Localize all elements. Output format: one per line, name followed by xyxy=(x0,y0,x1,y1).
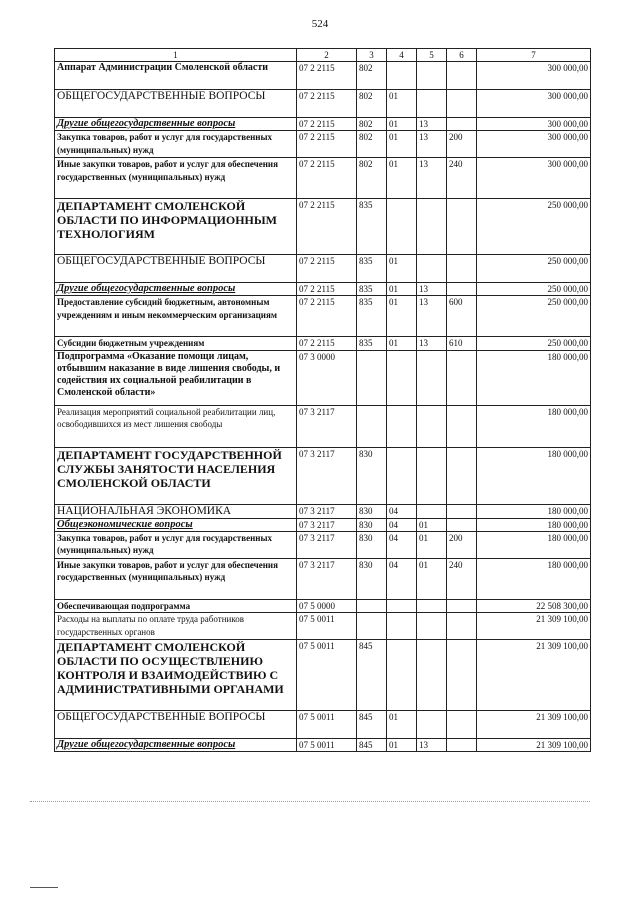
subsection-cell: 01 xyxy=(417,518,447,531)
section-cell xyxy=(387,613,417,640)
amount-cell: 250 000,00 xyxy=(477,283,591,296)
row-name-cell: ОБЩЕГОСУДАРСТВЕННЫЕ ВОПРОСЫ xyxy=(55,711,297,739)
amount-cell: 180 000,00 xyxy=(477,518,591,531)
column-number-row xyxy=(55,49,591,62)
subsection-cell: 13 xyxy=(417,283,447,296)
target-article-cell: 07 3 2117 xyxy=(297,405,357,447)
target-article-cell: 07 5 0000 xyxy=(297,599,357,613)
expense-type-cell xyxy=(447,640,477,711)
expense-type-cell xyxy=(447,504,477,518)
table-row xyxy=(55,518,591,531)
row-name-cell: НАЦИОНАЛЬНАЯ ЭКОНОМИКА xyxy=(55,504,297,518)
subsection-cell: 13 xyxy=(417,158,447,199)
ministry-code-cell: 830 xyxy=(357,504,387,518)
section-cell: 04 xyxy=(387,531,417,558)
amount-cell: 22 508 300,00 xyxy=(477,599,591,613)
table-row xyxy=(55,296,591,337)
target-article-cell: 07 2 2115 xyxy=(297,158,357,199)
ministry-code-cell: 802 xyxy=(357,131,387,158)
section-cell xyxy=(387,350,417,405)
section-cell xyxy=(387,199,417,255)
expense-type-cell: 200 xyxy=(447,531,477,558)
row-name-cell: ДЕПАРТАМЕНТ СМОЛЕНСКОЙ ОБЛАСТИ ПО ИНФОРМАЦИОННЫМ ТЕХНОЛОГИЯМ xyxy=(55,199,297,255)
row-name-cell: Предоставление субсидий бюджетным, автономным учреждениям и иным некоммерческим организациям xyxy=(55,296,297,337)
expense-type-cell xyxy=(447,90,477,118)
subsection-cell xyxy=(417,640,447,711)
ministry-code-cell xyxy=(357,405,387,447)
budget-table xyxy=(54,48,591,752)
expense-type-cell: 610 xyxy=(447,337,477,351)
section-cell: 01 xyxy=(387,739,417,752)
ministry-code-cell: 802 xyxy=(357,90,387,118)
subsection-cell xyxy=(417,599,447,613)
ministry-code-cell: 802 xyxy=(357,158,387,199)
amount-cell: 180 000,00 xyxy=(477,531,591,558)
amount-cell: 300 000,00 xyxy=(477,131,591,158)
section-cell xyxy=(387,640,417,711)
row-name-cell: Реализация мероприятий социальной реабилитации лиц, освободившихся из мест лишения свободы xyxy=(55,405,297,447)
amount-cell: 180 000,00 xyxy=(477,558,591,599)
ministry-code-cell xyxy=(357,350,387,405)
target-article-cell: 07 5 0011 xyxy=(297,613,357,640)
amount-cell: 300 000,00 xyxy=(477,62,591,90)
subsection-cell xyxy=(417,199,447,255)
subsection-cell: 01 xyxy=(417,558,447,599)
row-name-cell: ОБЩЕГОСУДАРСТВЕННЫЕ ВОПРОСЫ xyxy=(55,90,297,118)
target-article-cell: 07 2 2115 xyxy=(297,62,357,90)
table-row xyxy=(55,283,591,296)
ministry-code-cell: 802 xyxy=(357,62,387,90)
expense-type-cell: 200 xyxy=(447,131,477,158)
subsection-cell xyxy=(417,62,447,90)
expense-type-cell: 240 xyxy=(447,158,477,199)
ministry-code-cell: 835 xyxy=(357,283,387,296)
table-body xyxy=(55,49,591,752)
subsection-cell: 13 xyxy=(417,296,447,337)
ministry-code-cell: 845 xyxy=(357,711,387,739)
section-cell: 01 xyxy=(387,255,417,283)
section-cell xyxy=(387,599,417,613)
table-row xyxy=(55,504,591,518)
section-cell: 04 xyxy=(387,558,417,599)
section-cell: 01 xyxy=(387,296,417,337)
section-cell: 01 xyxy=(387,158,417,199)
row-name-cell: Другие общегосударственные вопросы xyxy=(55,283,297,296)
table-row xyxy=(55,337,591,351)
expense-type-cell xyxy=(447,255,477,283)
expense-type-cell xyxy=(447,599,477,613)
row-name-cell: Иные закупки товаров, работ и услуг для обеспечения государственных (муниципальных) нужд xyxy=(55,158,297,199)
amount-cell: 21 309 100,00 xyxy=(477,711,591,739)
amount-cell: 250 000,00 xyxy=(477,199,591,255)
section-cell: 04 xyxy=(387,518,417,531)
target-article-cell: 07 3 2117 xyxy=(297,504,357,518)
ministry-code-cell: 802 xyxy=(357,118,387,131)
amount-cell: 21 309 100,00 xyxy=(477,739,591,752)
ministry-code-cell: 835 xyxy=(357,337,387,351)
section-cell xyxy=(387,405,417,447)
amount-cell: 21 309 100,00 xyxy=(477,640,591,711)
ministry-code-cell xyxy=(357,599,387,613)
expense-type-cell xyxy=(447,350,477,405)
expense-type-cell xyxy=(447,118,477,131)
amount-cell: 300 000,00 xyxy=(477,158,591,199)
amount-cell: 180 000,00 xyxy=(477,405,591,447)
ministry-code-cell: 830 xyxy=(357,531,387,558)
target-article-cell: 07 2 2115 xyxy=(297,118,357,131)
ministry-code-cell: 830 xyxy=(357,518,387,531)
table-row xyxy=(55,739,591,752)
amount-cell: 250 000,00 xyxy=(477,255,591,283)
column-header: 5 xyxy=(417,49,447,62)
target-article-cell: 07 2 2115 xyxy=(297,199,357,255)
row-name-cell: ДЕПАРТАМЕНТ СМОЛЕНСКОЙ ОБЛАСТИ ПО ОСУЩЕСТВЛЕНИЮ КОНТРОЛЯ И ВЗАИМОДЕЙСТВИЮ С АДМИНИСТРАТИВНЫМИ ОРГАНАМИ xyxy=(55,640,297,711)
target-article-cell: 07 3 2117 xyxy=(297,558,357,599)
page-number: 524 xyxy=(311,18,329,30)
subsection-cell xyxy=(417,90,447,118)
target-article-cell: 07 5 0011 xyxy=(297,711,357,739)
target-article-cell: 07 5 0011 xyxy=(297,640,357,711)
row-name-cell: Общеэкономические вопросы xyxy=(55,518,297,531)
expense-type-cell xyxy=(447,739,477,752)
scan-dotted-line xyxy=(30,801,590,804)
target-article-cell: 07 2 2115 xyxy=(297,337,357,351)
section-cell: 01 xyxy=(387,337,417,351)
ministry-code-cell: 835 xyxy=(357,296,387,337)
target-article-cell: 07 3 0000 xyxy=(297,350,357,405)
subsection-cell xyxy=(417,504,447,518)
expense-type-cell xyxy=(447,199,477,255)
row-name-cell: Подпрограмма «Оказание помощи лицам, отбывшим наказание в виде лишения свободы, и содействия их социальной реабилитации в Смоленской области» xyxy=(55,350,297,405)
target-article-cell: 07 2 2115 xyxy=(297,283,357,296)
ministry-code-cell: 830 xyxy=(357,558,387,599)
section-cell: 01 xyxy=(387,131,417,158)
row-name-cell: Закупка товаров, работ и услуг для государственных (муниципальных) нужд xyxy=(55,531,297,558)
ministry-code-cell: 835 xyxy=(357,199,387,255)
column-header: 6 xyxy=(447,49,477,62)
table-row xyxy=(55,62,591,90)
amount-cell: 300 000,00 xyxy=(477,118,591,131)
target-article-cell: 07 3 2117 xyxy=(297,518,357,531)
expense-type-cell: 600 xyxy=(447,296,477,337)
subsection-cell: 01 xyxy=(417,531,447,558)
amount-cell: 250 000,00 xyxy=(477,337,591,351)
section-cell: 01 xyxy=(387,283,417,296)
row-name-cell: ДЕПАРТАМЕНТ ГОСУДАРСТВЕННОЙ СЛУЖБЫ ЗАНЯТОСТИ НАСЕЛЕНИЯ СМОЛЕНСКОЙ ОБЛАСТИ xyxy=(55,447,297,504)
target-article-cell: 07 2 2115 xyxy=(297,255,357,283)
subsection-cell xyxy=(417,405,447,447)
expense-type-cell xyxy=(447,447,477,504)
subsection-cell: 13 xyxy=(417,131,447,158)
table-row xyxy=(55,558,591,599)
table-row xyxy=(55,405,591,447)
target-article-cell: 07 3 2117 xyxy=(297,531,357,558)
table-row xyxy=(55,158,591,199)
column-header: 7 xyxy=(477,49,591,62)
table-row xyxy=(55,199,591,255)
ministry-code-cell: 835 xyxy=(357,255,387,283)
scan-corner-mark xyxy=(30,887,58,888)
table-row xyxy=(55,90,591,118)
ministry-code-cell xyxy=(357,613,387,640)
amount-cell: 180 000,00 xyxy=(477,504,591,518)
expense-type-cell: 240 xyxy=(447,558,477,599)
section-cell xyxy=(387,447,417,504)
ministry-code-cell: 845 xyxy=(357,739,387,752)
amount-cell: 300 000,00 xyxy=(477,90,591,118)
ministry-code-cell: 830 xyxy=(357,447,387,504)
section-cell: 01 xyxy=(387,90,417,118)
amount-cell: 250 000,00 xyxy=(477,296,591,337)
subsection-cell xyxy=(417,711,447,739)
amount-cell: 180 000,00 xyxy=(477,350,591,405)
subsection-cell xyxy=(417,350,447,405)
row-name-cell: Другие общегосударственные вопросы xyxy=(55,739,297,752)
expense-type-cell xyxy=(447,518,477,531)
row-name-cell: Закупка товаров, работ и услуг для государственных (муниципальных) нужд xyxy=(55,131,297,158)
target-article-cell: 07 3 2117 xyxy=(297,447,357,504)
table-row xyxy=(55,640,591,711)
table-row xyxy=(55,613,591,640)
expense-type-cell xyxy=(447,62,477,90)
ministry-code-cell: 845 xyxy=(357,640,387,711)
table-row xyxy=(55,599,591,613)
column-header: 1 xyxy=(55,49,297,62)
table-row xyxy=(55,255,591,283)
row-name-cell: Расходы на выплаты по оплате труда работников государственных органов xyxy=(55,613,297,640)
row-name-cell: ОБЩЕГОСУДАРСТВЕННЫЕ ВОПРОСЫ xyxy=(55,255,297,283)
section-cell: 04 xyxy=(387,504,417,518)
column-header: 4 xyxy=(387,49,417,62)
subsection-cell: 13 xyxy=(417,739,447,752)
subsection-cell xyxy=(417,613,447,640)
section-cell: 01 xyxy=(387,118,417,131)
table-row xyxy=(55,711,591,739)
amount-cell: 180 000,00 xyxy=(477,447,591,504)
table-row xyxy=(55,447,591,504)
target-article-cell: 07 2 2115 xyxy=(297,131,357,158)
column-header: 2 xyxy=(297,49,357,62)
subsection-cell xyxy=(417,447,447,504)
section-cell xyxy=(387,62,417,90)
column-header: 3 xyxy=(357,49,387,62)
expense-type-cell xyxy=(447,613,477,640)
subsection-cell: 13 xyxy=(417,118,447,131)
target-article-cell: 07 2 2115 xyxy=(297,90,357,118)
row-name-cell: Обеспечивающая подпрограмма xyxy=(55,599,297,613)
row-name-cell: Иные закупки товаров, работ и услуг для обеспечения государственных (муниципальных) нужд xyxy=(55,558,297,599)
row-name-cell: Аппарат Администрации Смоленской области xyxy=(55,62,297,90)
subsection-cell: 13 xyxy=(417,337,447,351)
row-name-cell: Другие общегосударственные вопросы xyxy=(55,118,297,131)
table-row xyxy=(55,131,591,158)
target-article-cell: 07 5 0011 xyxy=(297,739,357,752)
row-name-cell: Субсидии бюджетным учреждениям xyxy=(55,337,297,351)
table-row xyxy=(55,118,591,131)
expense-type-cell xyxy=(447,405,477,447)
expense-type-cell xyxy=(447,711,477,739)
table-row xyxy=(55,350,591,405)
subsection-cell xyxy=(417,255,447,283)
section-cell: 01 xyxy=(387,711,417,739)
target-article-cell: 07 2 2115 xyxy=(297,296,357,337)
amount-cell: 21 309 100,00 xyxy=(477,613,591,640)
expense-type-cell xyxy=(447,283,477,296)
table-row xyxy=(55,531,591,558)
